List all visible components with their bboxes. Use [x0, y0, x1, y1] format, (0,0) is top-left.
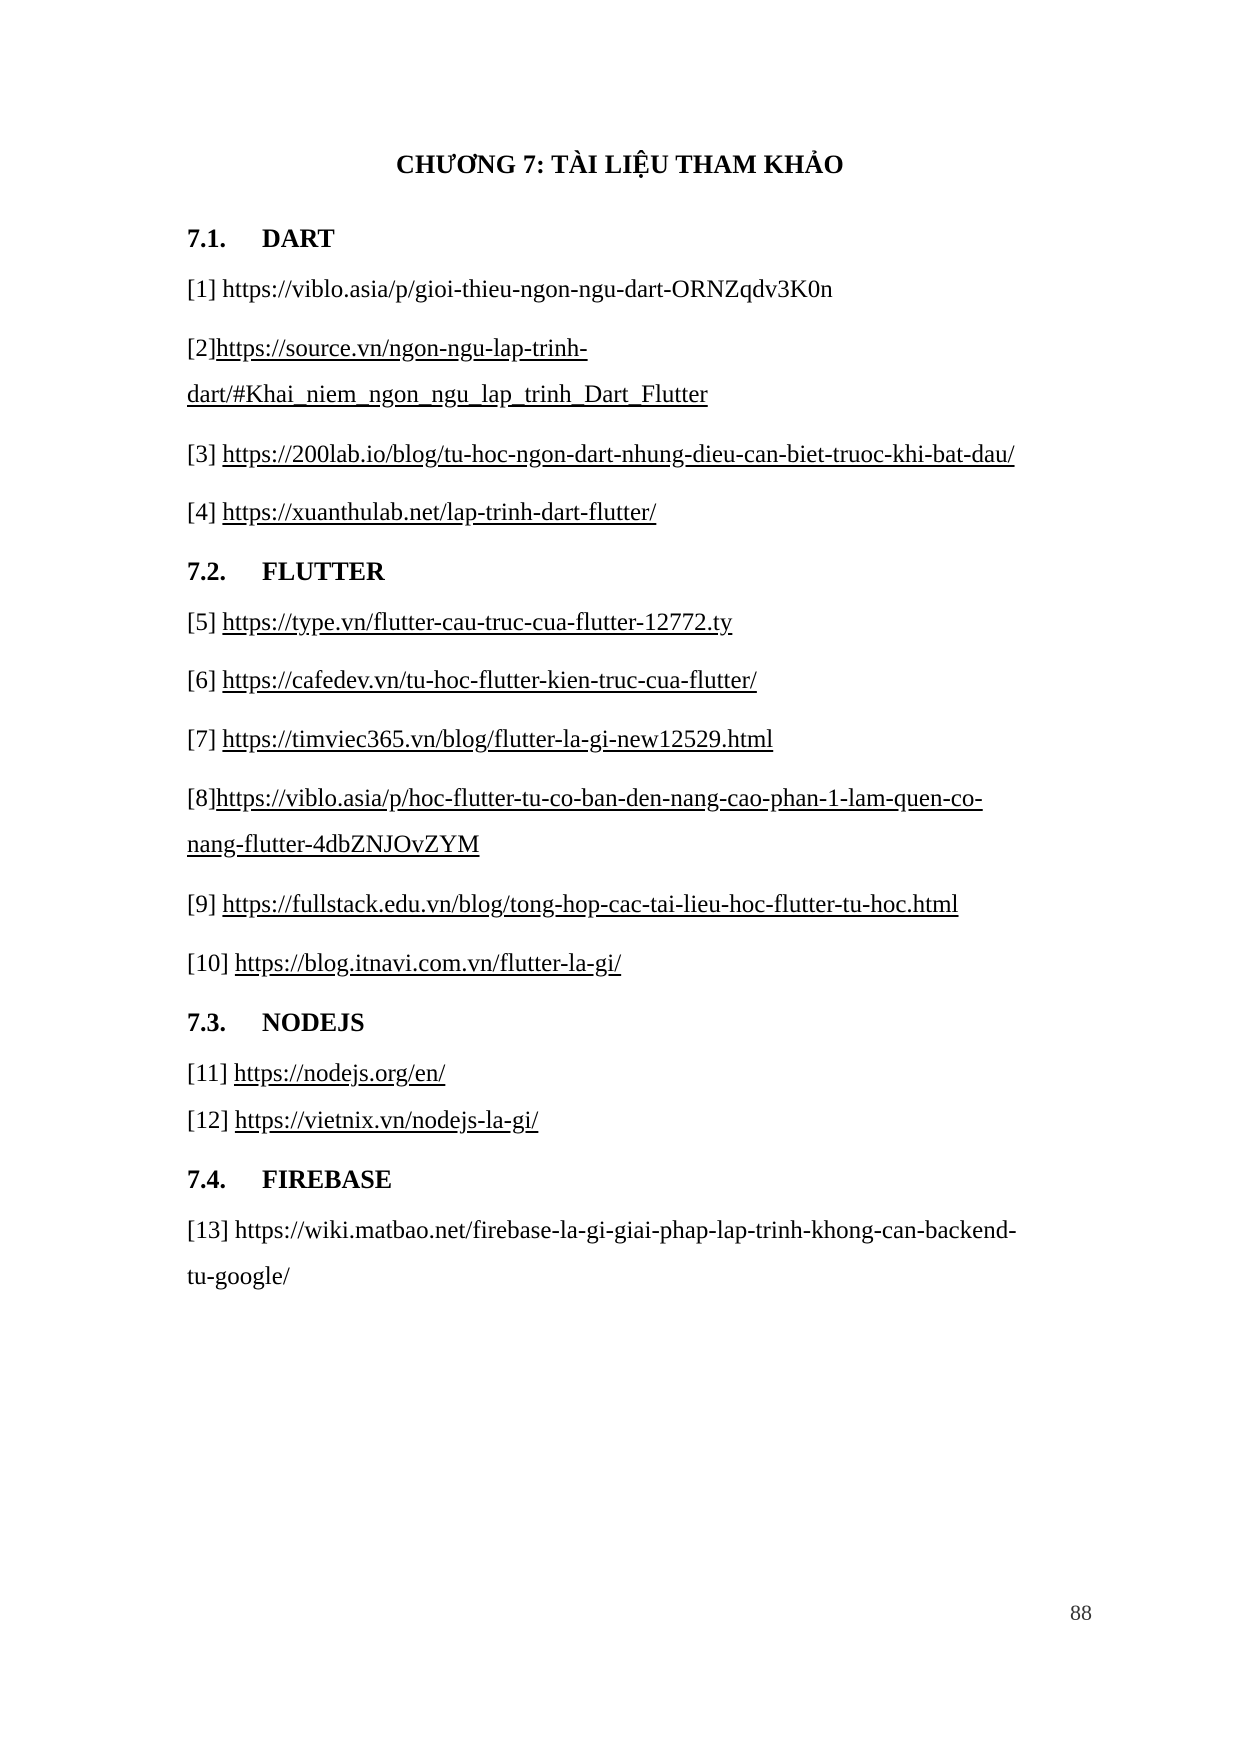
section-number: 7.4.: [187, 1165, 226, 1194]
reference-link[interactable]: https://fullstack.edu.vn/blog/tong-hop-cac-tai-lieu-hoc-flutter-tu-hoc.html: [222, 891, 959, 918]
reference-10: [187, 941, 621, 987]
reference-2: [187, 326, 708, 418]
reference-url[interactable]: https://viblo.asia/p/gioi-thieu-ngon-ngu-dart-ORNZqdv3K0n: [222, 276, 833, 303]
reference-link[interactable]: https://vietnix.vn/nodejs-la-gi/: [234, 1107, 539, 1134]
reference-3: [187, 432, 1015, 478]
reference-marker: [2]: [187, 335, 217, 362]
reference-link[interactable]: https://timviec365.vn/blog/flutter-la-gi-new12529.html: [222, 726, 774, 753]
reference-marker: [6]: [187, 667, 223, 694]
reference-4: [187, 490, 656, 536]
reference-marker: [12]: [187, 1107, 235, 1134]
reference-link[interactable]: https://200lab.io/blog/tu-hoc-ngon-dart-nhung-dieu-can-biet-truoc-khi-bat-dau/: [222, 441, 1015, 468]
reference-9: [187, 882, 959, 928]
reference-marker: [10]: [187, 950, 235, 977]
section-title: FLUTTER: [262, 557, 385, 586]
reference-url-continuation[interactable]: tu-google/: [187, 1263, 290, 1290]
reference-5: [187, 600, 732, 646]
section-number: 7.2.: [187, 557, 226, 586]
reference-12: [187, 1098, 538, 1144]
section-heading-flutter: [187, 557, 385, 587]
reference-marker: [13]: [187, 1217, 235, 1244]
reference-url[interactable]: https://wiki.matbao.net/firebase-la-gi-giai-phap-lap-trinh-khong-can-backend-: [234, 1217, 1017, 1244]
section-number: 7.1.: [187, 224, 226, 253]
reference-8: [187, 776, 983, 868]
reference-11: [187, 1051, 445, 1097]
reference-1: [187, 267, 833, 313]
reference-link-continuation[interactable]: nang-flutter-4dbZNJOvZYM: [187, 831, 480, 858]
reference-marker: [1]: [187, 276, 223, 303]
section-title: FIREBASE: [262, 1165, 393, 1194]
section-heading-nodejs: [187, 1008, 365, 1038]
reference-link[interactable]: https://viblo.asia/p/hoc-flutter-tu-co-ban-den-nang-cao-phan-1-lam-quen-co-: [216, 785, 983, 812]
reference-link[interactable]: https://blog.itnavi.com.vn/flutter-la-gi/: [234, 950, 622, 977]
section-title: NODEJS: [262, 1008, 365, 1037]
reference-marker: [5]: [187, 609, 223, 636]
reference-marker: [7]: [187, 726, 223, 753]
reference-marker: [9]: [187, 891, 223, 918]
reference-marker: [8]: [187, 785, 217, 812]
section-title: DART: [262, 224, 335, 253]
reference-7: [187, 717, 773, 763]
reference-link[interactable]: https://xuanthulab.net/lap-trinh-dart-flutter/: [222, 499, 657, 526]
reference-link-continuation[interactable]: dart/#Khai_niem_ngon_ngu_lap_trinh_Dart_Flutter: [187, 381, 708, 408]
reference-link[interactable]: https://source.vn/ngon-ngu-lap-trinh-: [216, 335, 588, 362]
chapter-title: CHƯƠNG 7: TÀI LIỆU THAM KHẢO: [396, 150, 844, 179]
reference-link[interactable]: https://nodejs.org/en/: [233, 1060, 446, 1087]
reference-6: [187, 658, 757, 704]
reference-13: [187, 1208, 1017, 1300]
section-heading-firebase: [187, 1165, 392, 1195]
reference-marker: [3]: [187, 441, 223, 468]
reference-link[interactable]: https://cafedev.vn/tu-hoc-flutter-kien-truc-cua-flutter/: [222, 667, 757, 694]
reference-marker: [4]: [187, 499, 223, 526]
page-number: 88: [1070, 1600, 1092, 1625]
section-heading-dart: [187, 224, 335, 254]
reference-link[interactable]: https://type.vn/flutter-cau-truc-cua-flutter-12772.ty: [222, 609, 733, 636]
section-number: 7.3.: [187, 1008, 226, 1037]
reference-marker: [11]: [187, 1060, 234, 1087]
